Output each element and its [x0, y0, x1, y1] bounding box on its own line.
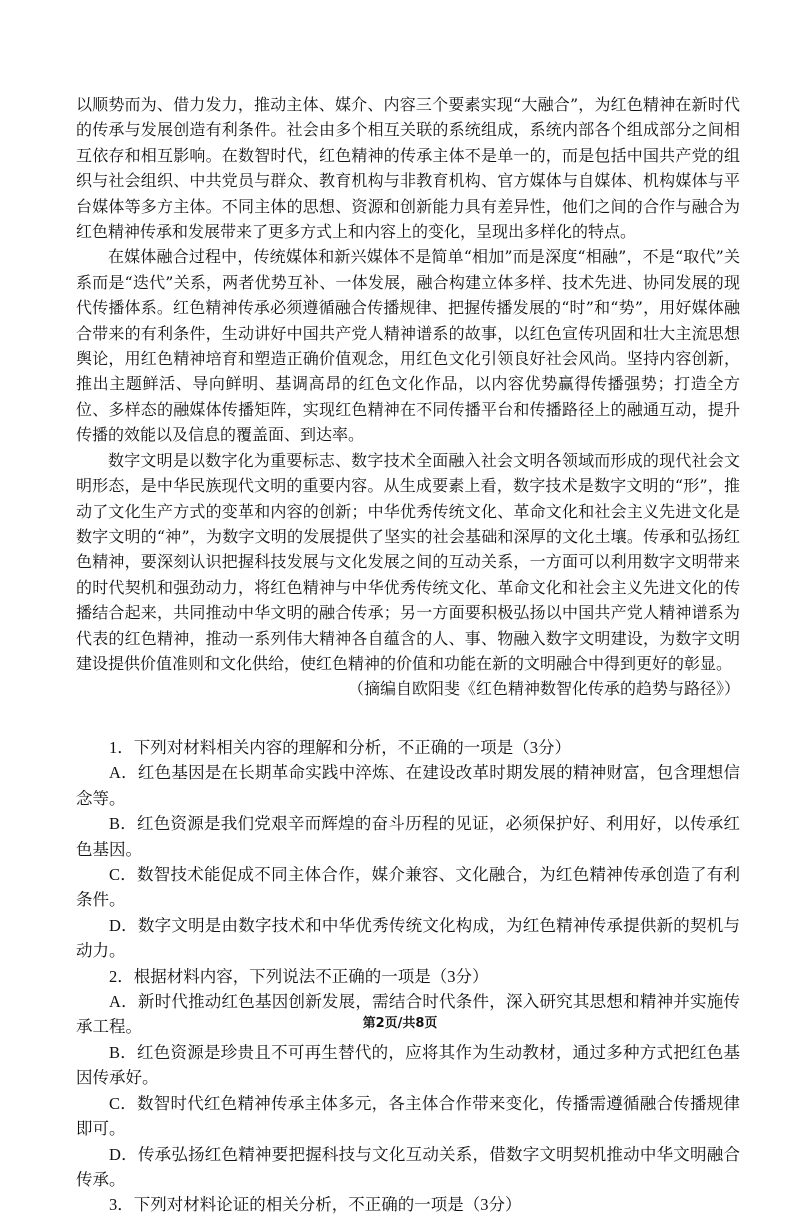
question-2-option-a: A．新时代推动红色基因创新发展，需结合时代条件，深入研究其思想和精神并实施传承工程。: [76, 992, 740, 1037]
passage-paragraph-2: 在媒体融合过程中，传统媒体和新兴媒体不是简单“相加”而是深度“相融”，不是“取代”关系而是“迭代”关系，两者优势互补、一体发展，融合构建立体多样、技术先进、协同发展的现代传播体系。红色精神传承必须遵循融合传播规律、把握传播发展的“时”和“势”，用好媒体融合带来的有利条件，生动讲好中国共产党人精神谱系的故事，以红色宣传巩固和壮大主流思想舆论，用红色精神培育和塑造正确价值观念，用红色文化引领良好社会风尚。坚持内容创新，推出主题鲜活、导向鲜明、基调高昂的红色文化作品，以内容优势赢得传播强势；打造全方位、多样态的融媒体传播矩阵，实现红色精神在不同传播平台和传播路径上的融通互动，提升传播的效能以及信息的覆盖面、到达率。: [76, 247, 740, 445]
question-2-stem: 2．根据材料内容，下列说法不正确的一项是（3分）: [109, 966, 489, 986]
page-number: 第2页/共8页: [362, 1016, 438, 1031]
question-1-stem: 1．下列对材料相关内容的理解和分析，不正确的一项是（3分）: [109, 738, 571, 757]
question-1-option-b: B．红色资源是我们党艰辛而辉煌的奋斗历程的见证，必须保护好、利用好，以传承红色基因。: [76, 814, 740, 859]
question-1-option-a: A．红色基因是在长期革命实践中淬炼、在建设改革时期发展的精神财富，包含理想信念等。: [76, 763, 740, 808]
reading-passage: [76, 92, 740, 702]
question-1-option-c: C．数智技术能促成不同主体合作，媒介兼容、文化融合，为红色精神传承创造了有利条件。: [76, 865, 740, 910]
question-2-option-c: C．数智时代红色精神传承主体多元，各主体合作带来变化，传播需遵循融合传播规律即可。: [76, 1093, 740, 1139]
question-list: [76, 735, 740, 1218]
passage-paragraph-1: 以顺势而为、借力发力，推动主体、媒介、内容三个要素实现“大融合”，为红色精神在新时代的传承与发展创造有利条件。社会由多个相互关联的系统组成，系统内部各个组成部分之间相互依存和相互影响。在数智时代，红色精神的传承主体不是单一的，而是包括中国共产党的组织与社会组织、中共党员与群众、教育机构与非教育机构、官方媒体与自媒体、机构媒体与平台媒体等多方主体。不同主体的思想、资源和创新能力具有差异性，他们之间的合作与融合为红色精神传承和发展带来了更多方式上和内容上的变化，呈现出多样化的特点。: [76, 95, 740, 242]
question-2-option-b: B．红色资源是珍贵且不可再生替代的，应将其作为生动教材，通过多种方式把红色基因传承好。: [76, 1042, 740, 1088]
passage-source: （摘编自欧阳斐《红色精神数智化传承的趋势与路径》）: [347, 679, 740, 699]
passage-paragraph-3: 数字文明是以数字化为重要标志、数字技术全面融入社会文明各领域而形成的现代社会文明形态，是中华民族现代文明的重要内容。从生成要素上看，数字技术是数字文明的“形”，推动了文化生产方式的变革和内容的创新；中华优秀传统文化、革命文化和社会主义先进文化是数字文明的“神”，为数字文明的发展提供了坚实的社会基础和深厚的文化土壤。传承和弘扬红色精神，要深刻认识把握科技发展与文化发展之间的互动关系，一方面可以利用数字文明带来的时代契机和强劲动力，将红色精神与中华优秀传统文化、革命文化和社会主义先进文化的传播结合起来，共同推动中华文明的融合传承；另一方面要积极弘扬以中国共产党人精神谱系为代表的红色精神，推动一系列伟大精神各自蕴含的人、事、物融入数字文明建设，为数字文明建设提供价值准则和文化供给，使红色精神的价值和功能在新的文明融合中得到更好的彰显。: [76, 450, 740, 673]
question-2-option-d: D．传承弘扬红色精神要把握科技与文化互动关系，借数字文明契机推动中华文明融合传承。: [76, 1144, 740, 1189]
question-1-option-d: D．数字文明是由数字技术和中华优秀传统文化构成，为红色精神传承提供新的契机与动力。: [76, 915, 740, 961]
question-3-stem: 3．下列对材料论证的相关分析，不正确的一项是（3分）: [109, 1195, 522, 1215]
